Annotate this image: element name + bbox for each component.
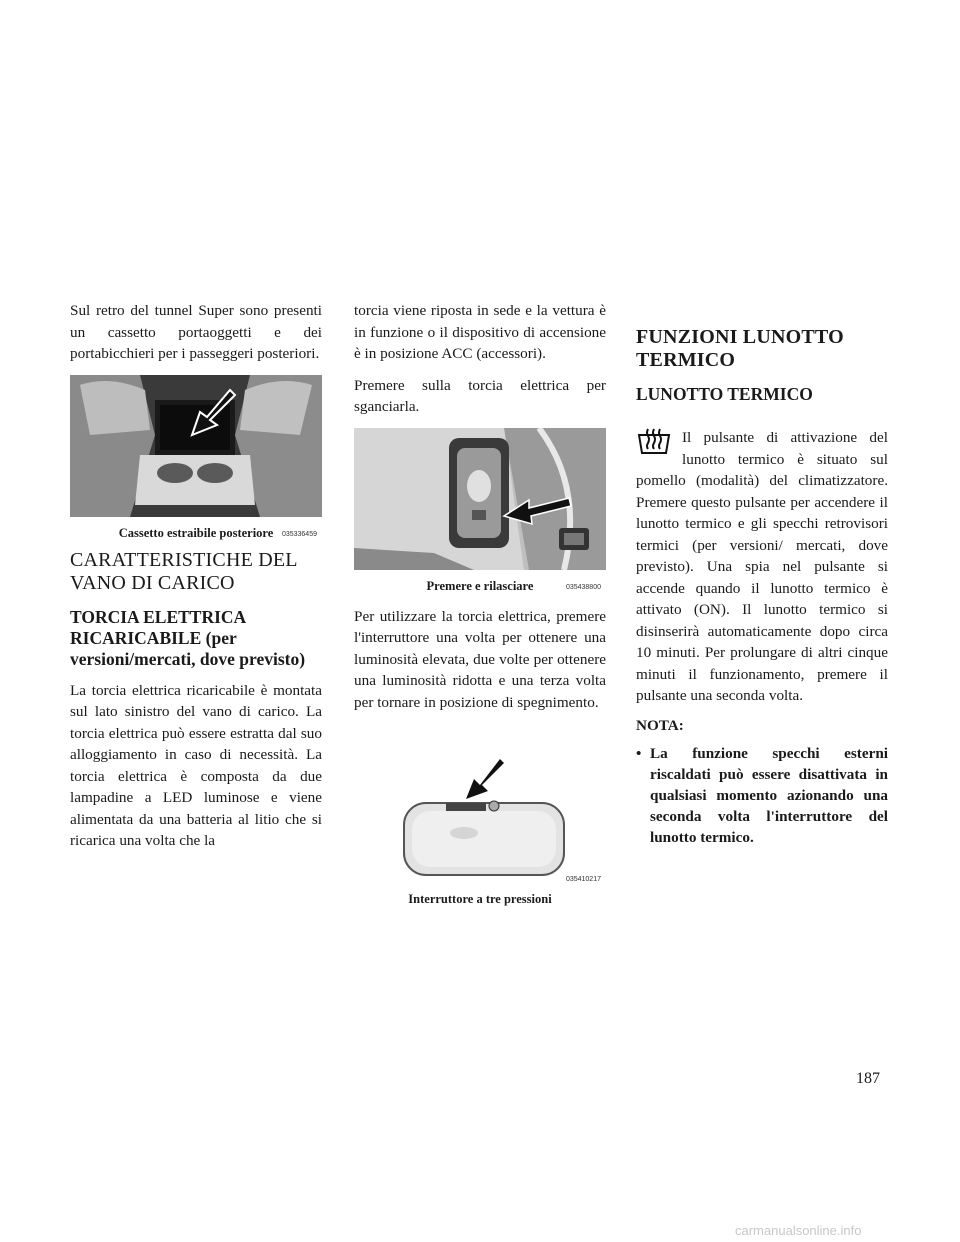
torch-paragraph: La torcia elettrica ricaricabile è montata sul lato sinistro del vano di carico. La torcia elettrica può essere estratta dal suo alloggiamento in caso di necessità. La torcia elettrica è composta da due lampadine a LED luminose e viene alimentata da una batteria al litio che si ricarica una volta che la xyxy=(70,681,322,849)
torch-continued: torcia viene riposta in sede e la vettura è in funzione o il dispositivo di accensione è in posizione ACC (accessori). xyxy=(354,302,606,362)
figure-caption: Interruttore a tre pressioni xyxy=(408,892,552,906)
figure-three-press-switch xyxy=(354,753,606,907)
note-label: NOTA: xyxy=(636,716,684,734)
note-bullet-text: La funzione specchi esterni riscaldati può essere disattivata in qualsiasi momento azionando una seconda volta l'interruttore del lunotto termico. xyxy=(650,744,888,846)
rear-drawer-photo xyxy=(70,375,322,517)
column-right xyxy=(636,300,888,848)
use-paragraph: Per utilizzare la torcia elettrica, premere l'interruttore una volta per ottenere una luminosità elevata, due volte per ottenere una luminosità ridotta e una terza volta per tornare in posizione di spegnimento. xyxy=(354,607,606,711)
rear-defrost-icon xyxy=(636,427,672,455)
column-middle xyxy=(354,300,606,907)
note-bullet: • La funzione specchi esterni riscaldati può essere disattivata in qualsiasi momento azionando una seconda volta l'interruttore del lunotto termico. xyxy=(636,744,888,846)
figure-caption: Cassetto estraibile posteriore xyxy=(118,525,274,540)
subheading-torch: TORCIA ELETTRICA RICARICABILE (per versioni/mercati, dove previsto) xyxy=(70,606,306,669)
section-heading-rear-defrost: FUNZIONI LUNOTTO TERMICO xyxy=(636,326,844,371)
switch-photo xyxy=(354,753,606,883)
press-paragraph: Premere sulla torcia elettrica per sganciarla. xyxy=(354,376,606,415)
figure-code: 035438800 xyxy=(565,583,601,591)
section-heading-cargo: CARATTERISTICHE DEL VANO DI CARICO xyxy=(70,548,297,594)
subheading-rear-defrost: LUNOTTO TERMICO xyxy=(636,384,813,404)
figure-caption: Premere e rilasciare xyxy=(426,578,534,593)
page-number: 187 xyxy=(856,1070,880,1087)
column-left xyxy=(70,300,322,862)
figure-press-release xyxy=(354,428,606,594)
figure-code: 035410217 xyxy=(565,876,601,883)
figure-rear-drawer xyxy=(70,375,322,541)
figure-code: 035336459 xyxy=(281,530,317,538)
watermark: carmanualsonline.info xyxy=(735,1223,862,1238)
torch-photo xyxy=(354,428,606,570)
rear-defrost-paragraph: Il pulsante di attivazione del lunotto termico è situato sul pomello (modalità) del climatizzatore. Premere questo pulsante per accendere il lunotto termico e gli specchi retrovisori termici (per versioni/ mercati, dove previsto). Una spia nel pulsante si accende quando il lunotto termico è attivato (ON). Il lunotto termico si disinserirà automaticamente dopo circa 10 minuti. Per prolungare di altri cinque minuti il funzionamento, premere il pulsante una seconda volta. xyxy=(636,429,888,704)
intro-paragraph: Sul retro del tunnel Super sono presenti un cassetto portaoggetti e dei portabicchieri per i passeggeri posteriori. xyxy=(70,302,322,362)
